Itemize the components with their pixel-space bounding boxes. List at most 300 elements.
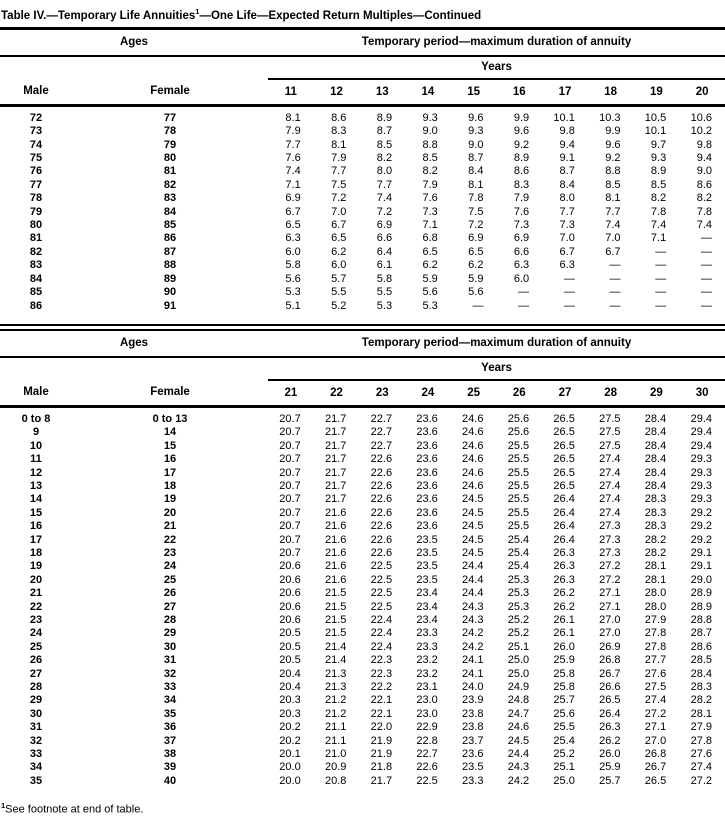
multiple-cell: 23.5 [416, 573, 438, 586]
table-row [0, 192, 725, 205]
year-column-header: 14 [405, 79, 451, 106]
age-female-cell: 15 [163, 439, 177, 452]
multiple-cell: 26.8 [599, 654, 621, 667]
multiple-cell: 7.4 [650, 219, 667, 232]
year-column-header: 23 [359, 380, 405, 407]
multiple-cell: 27.8 [644, 640, 667, 653]
multiple-cell: 7.6 [513, 205, 530, 218]
multiple-cell: 25.4 [553, 734, 575, 747]
multiple-cell: 20.7 [279, 506, 301, 519]
age-male-cell: 82 [29, 245, 43, 258]
multiple-cell: 7.8 [696, 205, 712, 218]
multiple-cell: 25.2 [507, 614, 530, 627]
multiple-cell: 6.5 [422, 245, 438, 258]
multiple-cell: 5.3 [376, 299, 393, 312]
multiple-cell: 7.2 [468, 219, 484, 232]
age-female-cell: 24 [163, 560, 177, 573]
multiple-cell: 22.4 [370, 614, 393, 627]
multiple-cell: 25.8 [553, 667, 575, 680]
multiple-cell: 20.6 [279, 573, 301, 586]
multiple-cell: 23.6 [416, 453, 438, 466]
multiple-cell: 8.6 [331, 111, 347, 124]
multiple-cell: 20.7 [279, 426, 301, 439]
multiple-cell: 27.8 [690, 734, 712, 747]
multiple-cell: 25.6 [507, 412, 530, 425]
multiple-cell: 24.6 [462, 466, 484, 479]
multiple-cell: 22.7 [370, 412, 393, 425]
multiple-cell: 23.0 [416, 707, 438, 720]
multiple-cell: 26.4 [553, 533, 575, 546]
multiple-cell: — [518, 286, 530, 299]
multiple-cell: 25.4 [507, 533, 530, 546]
table-separator-double-rule [0, 324, 725, 331]
multiple-cell: 25.3 [507, 587, 530, 600]
multiple-cell: 21.5 [324, 614, 347, 627]
multiple-cell: 24.1 [462, 667, 484, 680]
multiple-cell: 26.0 [553, 640, 575, 653]
table-row [0, 681, 725, 694]
multiple-cell: 27.1 [599, 587, 621, 600]
multiple-cell: 26.5 [553, 412, 575, 425]
multiple-cell: 20.4 [279, 681, 301, 694]
year-column-header: 30 [679, 380, 725, 407]
female-column-header: Female [72, 380, 268, 407]
multiple-cell: 23.6 [416, 493, 438, 506]
multiple-cell: 8.3 [513, 178, 530, 191]
multiple-cell: 22.6 [370, 493, 393, 506]
multiple-cell: 6.0 [285, 245, 301, 258]
multiple-cell: 20.3 [279, 694, 301, 707]
year-column-header: 27 [542, 380, 588, 407]
multiple-cell: 9.0 [468, 138, 484, 151]
multiple-cell: 7.4 [696, 219, 712, 232]
footnote-marker: 1 [1, 801, 6, 811]
multiple-cell: 20.6 [279, 560, 301, 573]
multiple-cell: 27.0 [599, 627, 621, 640]
age-male-cell: 84 [29, 272, 43, 285]
multiple-cell: 25.2 [507, 627, 530, 640]
multiple-cell: 21.3 [324, 667, 347, 680]
age-male-cell: 28 [29, 681, 43, 694]
multiple-cell: 6.7 [559, 245, 575, 258]
multiple-cell: 21.2 [324, 707, 347, 720]
multiple-cell: 27.4 [599, 466, 621, 479]
age-male-cell: 17 [29, 533, 43, 546]
multiple-cell: 22.6 [370, 466, 393, 479]
multiple-cell: 7.4 [285, 165, 301, 178]
multiple-cell: 8.7 [468, 152, 484, 165]
multiple-cell: 6.5 [468, 245, 484, 258]
multiple-cell: 28.4 [644, 439, 667, 452]
multiple-cell: 23.3 [416, 640, 438, 653]
multiple-cell: — [701, 232, 712, 245]
multiple-cell: 26.4 [553, 506, 575, 519]
column-header-row [0, 79, 725, 106]
multiple-cell: 8.2 [696, 192, 712, 205]
multiple-cell: 6.0 [331, 259, 347, 272]
multiple-cell: 29.0 [690, 573, 712, 586]
multiple-cell: 25.9 [599, 761, 621, 774]
table-row [0, 560, 725, 573]
age-female-cell: 90 [163, 286, 177, 299]
multiple-cell: 29.1 [690, 546, 712, 559]
multiple-cell: 28.1 [690, 707, 712, 720]
multiple-cell: 26.3 [553, 546, 575, 559]
age-female-cell: 22 [163, 533, 177, 546]
multiple-cell: 21.7 [324, 426, 347, 439]
multiple-cell: 6.2 [422, 259, 438, 272]
multiple-cell: 20.6 [279, 614, 301, 627]
multiple-cell: 8.2 [376, 152, 393, 165]
multiple-cell: 27.2 [599, 560, 621, 573]
multiple-cell: — [563, 272, 575, 285]
footnote-text: See footnote at end of table. [5, 803, 144, 816]
year-column-header: 22 [314, 380, 360, 407]
multiple-cell: 5.8 [376, 272, 393, 285]
multiple-cell: 25.4 [507, 546, 530, 559]
multiple-cell: 26.8 [644, 748, 667, 761]
multiple-cell: 20.7 [279, 546, 301, 559]
multiple-cell: 8.0 [559, 192, 575, 205]
table-row [0, 125, 725, 138]
age-female-cell: 91 [163, 299, 177, 312]
table-row [0, 179, 725, 192]
age-female-cell: 0 to 13 [152, 412, 188, 425]
table-row [0, 507, 725, 520]
age-female-cell: 89 [163, 272, 177, 285]
multiple-cell: 24.6 [462, 412, 484, 425]
multiple-cell: 20.7 [279, 439, 301, 452]
age-female-cell: 29 [163, 627, 177, 640]
age-female-cell: 14 [163, 426, 177, 439]
multiple-cell: 23.1 [416, 681, 438, 694]
age-female-cell: 33 [163, 681, 177, 694]
multiple-cell: 21.7 [324, 412, 347, 425]
multiple-cell: 20.6 [279, 587, 301, 600]
multiple-cell: 25.6 [553, 707, 575, 720]
table-row [0, 708, 725, 721]
multiple-cell: 20.5 [279, 654, 301, 667]
multiple-cell: 29.4 [690, 439, 712, 452]
multiple-cell: 8.5 [650, 178, 667, 191]
spacer-cell [0, 357, 268, 380]
multiple-cell: 23.7 [462, 734, 484, 747]
multiple-cell: — [701, 286, 712, 299]
multiple-cell: 29.3 [690, 479, 712, 492]
multiple-cell: 22.3 [370, 667, 393, 680]
multiple-cell: 5.8 [285, 259, 301, 272]
multiple-cell: 23.4 [416, 614, 438, 627]
multiple-cell: 21.6 [324, 533, 347, 546]
multiple-cell: 20.7 [279, 493, 301, 506]
multiple-cell: 26.4 [553, 493, 575, 506]
multiple-cell: 5.5 [331, 286, 347, 299]
multiple-cell: 24.3 [507, 761, 530, 774]
multiple-cell: 27.5 [599, 412, 621, 425]
multiple-cell: 7.7 [559, 205, 575, 218]
multiple-cell: 21.6 [324, 520, 347, 533]
multiple-cell: 22.6 [370, 453, 393, 466]
multiple-cell: 25.0 [507, 667, 530, 680]
multiple-cell: 5.6 [468, 286, 484, 299]
multiple-cell: 8.2 [422, 165, 438, 178]
multiple-cell: 7.1 [650, 232, 667, 245]
multiple-cell: 25.7 [553, 694, 575, 707]
multiple-cell: 28.9 [690, 587, 712, 600]
multiple-cell: 27.1 [644, 721, 667, 734]
multiple-cell: 25.1 [553, 761, 575, 774]
year-column-header: 20 [679, 79, 725, 106]
multiple-cell: 25.5 [507, 466, 530, 479]
table-row [0, 694, 725, 707]
age-male-cell: 77 [29, 178, 43, 191]
age-male-cell: 21 [29, 587, 43, 600]
multiple-cell: 27.4 [599, 506, 621, 519]
multiple-cell: 24.6 [462, 453, 484, 466]
age-female-cell: 37 [163, 734, 177, 747]
years-header: Years [268, 56, 725, 79]
multiple-cell: 22.9 [416, 721, 438, 734]
multiple-cell: 24.2 [507, 774, 530, 787]
multiple-cell: 23.6 [416, 479, 438, 492]
table-row [0, 219, 725, 232]
footnote [0, 792, 725, 816]
multiple-cell: 27.2 [644, 707, 667, 720]
multiple-cell: 7.9 [513, 192, 530, 205]
multiple-cell: 20.0 [279, 774, 301, 787]
multiple-cell: 21.7 [324, 439, 347, 452]
multiple-cell: 6.6 [513, 245, 530, 258]
multiple-cell: 8.1 [331, 138, 347, 151]
multiple-cell: 5.3 [285, 286, 301, 299]
table-row [0, 775, 725, 792]
multiple-cell: 5.9 [422, 272, 438, 285]
multiple-cell: 22.6 [370, 546, 393, 559]
multiple-cell: 23.2 [416, 654, 438, 667]
table-row [0, 547, 725, 560]
multiple-cell: 29.1 [690, 560, 712, 573]
table-row [0, 232, 725, 245]
multiple-cell: 23.6 [416, 412, 438, 425]
multiple-cell: 9.2 [605, 152, 621, 165]
table-row [0, 259, 725, 272]
multiple-cell: 28.4 [644, 453, 667, 466]
multiple-cell: 21.5 [324, 627, 347, 640]
female-column-header: Female [72, 79, 268, 106]
multiple-cell: 22.5 [370, 600, 393, 613]
multiple-cell: 27.4 [690, 761, 712, 774]
table-row [0, 480, 725, 493]
multiple-cell: — [563, 299, 575, 312]
multiple-cell: 27.4 [599, 453, 621, 466]
multiple-cell: 27.9 [690, 721, 712, 734]
multiple-cell: 7.7 [331, 165, 347, 178]
multiple-cell: 8.8 [605, 165, 621, 178]
multiple-cell: 6.3 [513, 259, 530, 272]
header-group-row [0, 28, 725, 56]
multiple-cell: 24.5 [462, 520, 484, 533]
multiple-cell: 8.1 [605, 192, 621, 205]
age-female-cell: 87 [163, 245, 177, 258]
multiple-cell: 21.4 [324, 654, 347, 667]
multiple-cell: 7.9 [285, 125, 301, 138]
multiple-cell: — [655, 286, 667, 299]
multiple-cell: 29.3 [690, 453, 712, 466]
multiple-cell: 27.3 [599, 520, 621, 533]
multiple-cell: 24.4 [462, 560, 484, 573]
multiple-cell: 22.5 [370, 587, 393, 600]
multiple-cell: 26.9 [599, 640, 621, 653]
age-female-cell: 26 [163, 587, 177, 600]
multiple-cell: 22.6 [370, 533, 393, 546]
multiple-cell: 9.3 [468, 125, 484, 138]
multiple-cell: 26.3 [553, 573, 575, 586]
multiple-cell: 28.3 [644, 520, 667, 533]
multiple-cell: 27.2 [690, 774, 712, 787]
multiple-cell: 27.4 [599, 493, 621, 506]
multiple-cell: 25.5 [507, 439, 530, 452]
table-row [0, 300, 725, 317]
multiple-cell: 20.7 [279, 453, 301, 466]
multiple-cell: 28.4 [690, 667, 712, 680]
multiple-cell: 20.7 [279, 533, 301, 546]
multiple-cell: 22.7 [370, 439, 393, 452]
multiple-cell: 9.7 [650, 138, 667, 151]
multiple-cell: 25.8 [553, 681, 575, 694]
multiple-cell: 20.6 [279, 600, 301, 613]
multiple-cell: 26.6 [599, 681, 621, 694]
multiple-cell: 20.1 [279, 748, 301, 761]
multiple-cell: 7.3 [422, 205, 438, 218]
table-row [0, 761, 725, 774]
multiple-cell: 21.5 [324, 600, 347, 613]
multiple-cell: 23.4 [416, 600, 438, 613]
multiple-cell: 6.2 [468, 259, 484, 272]
multiple-cell: 7.2 [331, 192, 347, 205]
multiple-cell: 6.1 [376, 259, 393, 272]
age-female-cell: 86 [163, 232, 177, 245]
spacer-cell [0, 56, 268, 79]
multiple-cell: 21.1 [324, 721, 347, 734]
age-female-cell: 40 [163, 774, 177, 787]
multiple-cell: 23.9 [462, 694, 484, 707]
multiple-cell: 23.6 [416, 466, 438, 479]
table-row [0, 286, 725, 299]
multiple-cell: 21.7 [324, 466, 347, 479]
multiple-cell: 27.8 [644, 627, 667, 640]
multiple-cell: 21.2 [324, 694, 347, 707]
multiple-cell: 6.9 [376, 219, 393, 232]
age-female-cell: 18 [163, 479, 177, 492]
multiple-cell: 6.7 [331, 219, 347, 232]
table-row [0, 574, 725, 587]
multiple-cell: 28.2 [644, 533, 667, 546]
multiple-cell: 20.2 [279, 734, 301, 747]
multiple-cell: 26.2 [599, 734, 621, 747]
multiple-cell: 8.9 [650, 165, 667, 178]
age-female-cell: 30 [163, 640, 177, 653]
multiple-cell: 23.6 [416, 426, 438, 439]
multiple-cell: 22.6 [416, 761, 438, 774]
age-male-cell: 20 [29, 573, 43, 586]
multiple-cell: 21.4 [324, 640, 347, 653]
multiple-cell: 8.7 [559, 165, 575, 178]
table-row [0, 273, 725, 286]
year-column-header: 13 [359, 79, 405, 106]
table-row [0, 426, 725, 439]
multiple-cell: 23.3 [462, 774, 484, 787]
multiple-cell: 23.5 [416, 533, 438, 546]
age-female-cell: 16 [163, 453, 177, 466]
multiple-cell: 8.5 [376, 138, 393, 151]
multiple-cell: 21.7 [324, 453, 347, 466]
multiple-cell: 21.6 [324, 573, 347, 586]
age-male-cell: 9 [32, 426, 40, 439]
multiple-cell: 20.4 [279, 667, 301, 680]
table-row [0, 152, 725, 165]
multiple-cell: 8.9 [376, 111, 393, 124]
years-header: Years [268, 357, 725, 380]
age-male-cell: 11 [30, 453, 42, 466]
multiple-cell: 8.4 [468, 165, 484, 178]
multiple-cell: 20.0 [279, 761, 301, 774]
multiple-cell: 20.3 [279, 707, 301, 720]
multiple-cell: — [518, 299, 530, 312]
multiple-cell: 23.5 [416, 560, 438, 573]
multiple-cell: 27.3 [599, 533, 621, 546]
multiple-cell: 25.6 [507, 426, 530, 439]
multiple-cell: — [701, 245, 712, 258]
table-row [0, 246, 725, 259]
multiple-cell: 23.4 [416, 587, 438, 600]
multiple-cell: 9.9 [513, 111, 530, 124]
multiple-cell: 27.9 [644, 614, 667, 627]
multiple-cell: 7.0 [331, 205, 347, 218]
table-row [0, 105, 725, 125]
multiple-cell: 26.5 [553, 479, 575, 492]
age-male-cell: 81 [29, 232, 43, 245]
multiple-cell: 21.6 [324, 506, 347, 519]
multiple-cell: 9.8 [559, 125, 575, 138]
table-row [0, 735, 725, 748]
multiple-cell: 8.3 [331, 125, 347, 138]
years-label-row [0, 56, 725, 79]
age-female-cell: 84 [163, 205, 177, 218]
age-male-cell: 25 [29, 640, 43, 653]
table-row [0, 440, 725, 453]
multiple-cell: 9.0 [422, 125, 438, 138]
multiple-cell: 22.3 [370, 654, 393, 667]
multiple-cell: 25.5 [553, 721, 575, 734]
age-male-cell: 85 [29, 286, 43, 299]
multiple-cell: 7.7 [285, 138, 301, 151]
multiple-cell: 8.9 [513, 152, 530, 165]
multiple-cell: 8.7 [376, 125, 393, 138]
multiple-cell: 9.3 [650, 152, 667, 165]
multiple-cell: 26.5 [553, 426, 575, 439]
multiple-cell: — [472, 299, 484, 312]
multiple-cell: 8.6 [513, 165, 530, 178]
multiple-cell: 6.6 [376, 232, 393, 245]
multiple-cell: 27.0 [644, 734, 667, 747]
years-label-row [0, 357, 725, 380]
multiple-cell: 21.8 [370, 761, 393, 774]
multiple-cell: 23.8 [462, 707, 484, 720]
multiple-cell: 24.6 [507, 721, 530, 734]
multiple-cell: 23.6 [416, 439, 438, 452]
multiple-cell: 23.0 [416, 694, 438, 707]
multiple-cell: 7.8 [650, 205, 667, 218]
